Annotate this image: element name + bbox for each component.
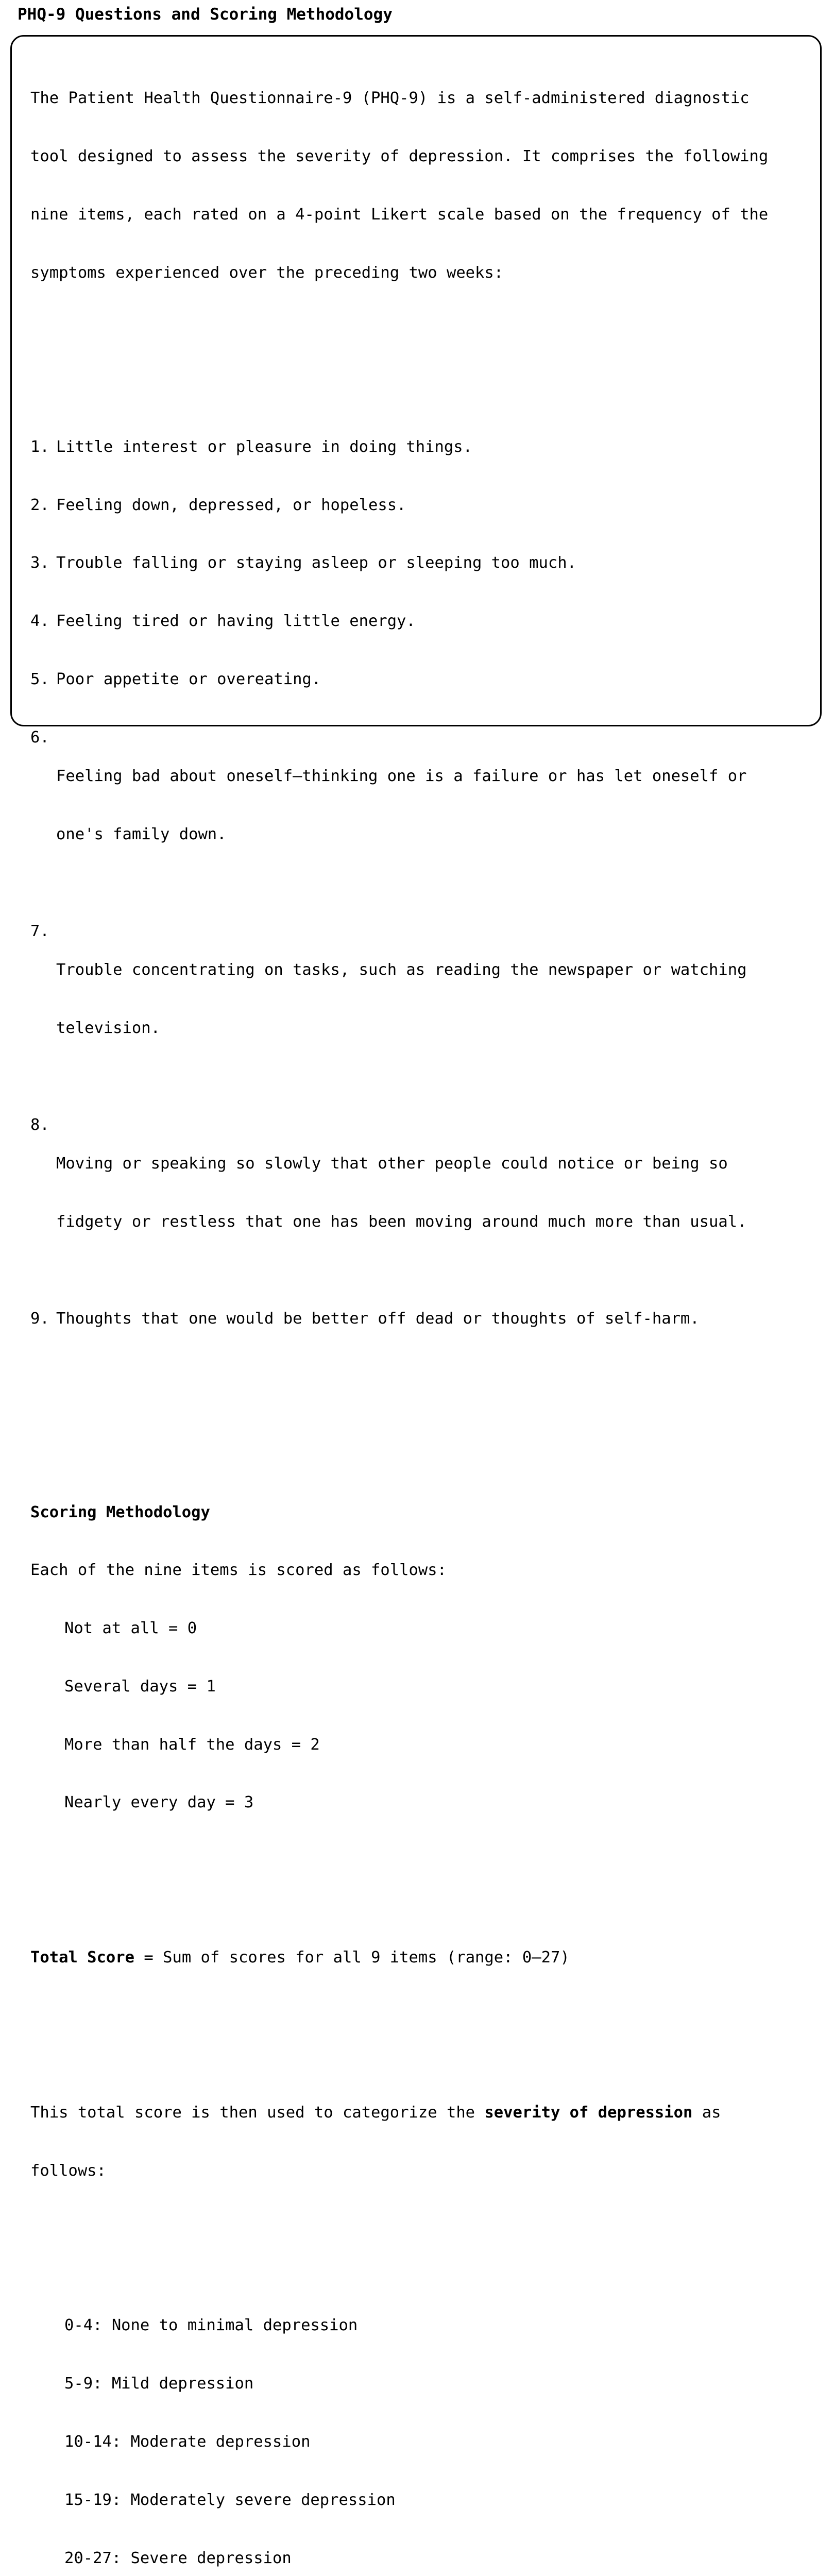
intro-line: The Patient Health Questionnaire-9 (PHQ-9) is a self-administered diagnostic xyxy=(30,89,750,108)
question-text: one's family down. xyxy=(56,825,227,843)
severity-range: 20-27: Severe depression xyxy=(64,2549,292,2567)
severity-range: 5-9: Mild depression xyxy=(64,2375,254,2393)
question-text: fidgety or restless that one has been moving around much more than usual. xyxy=(56,1212,747,1231)
question-number: 7. xyxy=(30,922,49,940)
question-text: Feeling tired or having little energy. xyxy=(56,612,416,631)
severity-intro-text: as xyxy=(692,2103,721,2122)
severity-intro-line: follows: xyxy=(30,2161,106,2180)
question-item xyxy=(30,553,820,573)
question-item xyxy=(30,1115,820,1270)
total-score-label: Total Score xyxy=(30,1948,134,1967)
question-item xyxy=(30,496,820,515)
question-text: Trouble falling or staying asleep or sleeping too much. xyxy=(56,554,576,572)
question-text: Feeling bad about oneself—thinking one is a failure or has let oneself or xyxy=(56,767,747,785)
intro-line: tool designed to assess the severity of depression. It comprises the following xyxy=(30,147,769,165)
scoring-heading: Scoring Methodology xyxy=(30,1503,210,1521)
question-list xyxy=(30,399,820,1367)
question-text: television. xyxy=(56,1019,160,1037)
severity-intro-line xyxy=(30,2103,820,2123)
scale-item: Nearly every day = 3 xyxy=(64,1793,254,1812)
question-number: 5. xyxy=(30,670,49,688)
content-card xyxy=(10,35,822,2567)
severity-range: 0-4: None to minimal depression xyxy=(64,2316,358,2335)
question-number: 1. xyxy=(30,437,49,456)
question-number: 3. xyxy=(30,554,49,572)
total-score-line xyxy=(30,1948,820,1968)
question-text: Trouble concentrating on tasks, such as reading the newspaper or watching xyxy=(56,960,747,979)
intro-line: nine items, each rated on a 4-point Likert scale based on the frequency of the xyxy=(30,205,769,224)
question-number: 8. xyxy=(30,1115,49,1134)
question-number: 2. xyxy=(30,496,49,514)
question-number: 4. xyxy=(30,612,49,631)
scale-item: Not at all = 0 xyxy=(64,1619,197,1638)
intro-line: symptoms experienced over the preceding two weeks: xyxy=(30,263,504,282)
question-item xyxy=(30,437,820,457)
severity-intro-text: This total score is then used to categorize the xyxy=(30,2103,485,2122)
scale-item: More than half the days = 2 xyxy=(64,1735,320,1754)
question-number: 6. xyxy=(30,728,49,747)
severity-range: 15-19: Moderately severe depression xyxy=(64,2490,396,2509)
question-text: Little interest or pleasure in doing things. xyxy=(56,437,472,456)
question-item xyxy=(30,1309,820,1329)
scoring-intro: Each of the nine items is scored as follows: xyxy=(30,1561,447,1580)
question-text: Poor appetite or overeating. xyxy=(56,670,321,688)
question-number: 9. xyxy=(30,1309,49,1328)
severity-intro-bold: severity of depression xyxy=(484,2103,693,2122)
scale-item: Several days = 1 xyxy=(64,1677,216,1696)
page-title: PHQ-9 Questions and Scoring Methodology xyxy=(18,5,393,24)
total-score-text: = Sum of scores for all 9 items (range: 0–27) xyxy=(134,1948,570,1967)
question-text: Feeling down, depressed, or hopeless. xyxy=(56,496,406,514)
question-item xyxy=(30,670,820,689)
question-text: Moving or speaking so slowly that other people could notice or being so xyxy=(56,1154,728,1173)
question-text: Thoughts that one would be better off dead or thoughts of self-harm. xyxy=(56,1309,700,1328)
severity-range: 10-14: Moderate depression xyxy=(64,2433,311,2451)
question-item xyxy=(30,922,820,1077)
question-item xyxy=(30,612,820,631)
question-item xyxy=(30,728,820,883)
